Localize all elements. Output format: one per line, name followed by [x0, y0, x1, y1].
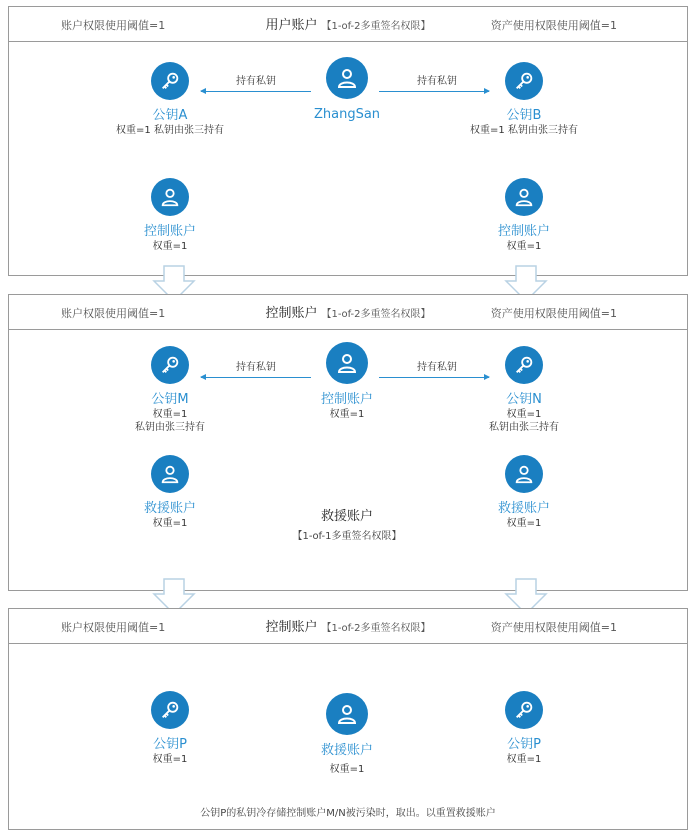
panel-title-text: 用户账户 — [265, 18, 318, 33]
public-key-b-desc: 权重=1 私钥由张三持有 — [470, 125, 578, 136]
panel-title-text: 控制账户 — [265, 620, 318, 635]
panel-header — [9, 7, 687, 42]
control-account-center-weight: 权重=1 — [329, 409, 365, 420]
user-icon — [326, 693, 368, 735]
account-threshold-note: 账户权限使用阈值=1 — [61, 621, 166, 634]
control-account-left-label: 控制账户 — [143, 224, 196, 239]
zhangsan-label: ZhangSan — [313, 107, 381, 122]
public-key-n-label: 公钥N — [506, 392, 542, 407]
control-account-left-weight: 权重=1 — [152, 241, 188, 252]
edge-label-left: 持有私钥 — [236, 362, 276, 373]
account-threshold-note: 账户权限使用阈值=1 — [61, 307, 166, 320]
control-account-panel — [8, 294, 688, 591]
rescue-account-left-node — [85, 455, 255, 530]
key-icon — [151, 62, 189, 100]
rescue-account-center-label: 救援账户 — [320, 743, 373, 758]
user-icon — [151, 178, 189, 216]
user-icon — [151, 455, 189, 493]
rescue-account-tag: 【1-of-1多重签名权限】 — [292, 531, 402, 542]
rescue-account-title: 救援账户 — [320, 509, 373, 524]
public-key-m-weight: 权重=1 — [152, 409, 188, 420]
public-key-p-left-weight: 权重=1 — [152, 754, 188, 765]
user-icon — [326, 342, 368, 384]
panel-title-tag: 【1-of-2多重签名权限】 — [321, 21, 431, 32]
control-account-right-node — [439, 178, 609, 253]
rescue-account-right-weight: 权重=1 — [506, 518, 542, 529]
public-key-m-holder: 私钥由张三持有 — [135, 422, 205, 433]
public-key-a-label: 公钥A — [152, 108, 188, 123]
control-account-right-label: 控制账户 — [497, 224, 550, 239]
public-key-m-node — [85, 346, 255, 434]
public-key-n-weight: 权重=1 — [506, 409, 542, 420]
key-icon — [505, 346, 543, 384]
cold-storage-panel — [8, 608, 688, 830]
control-account-left-node — [85, 178, 255, 253]
public-key-n-holder: 私钥由张三持有 — [489, 422, 559, 433]
public-key-p-right-weight: 权重=1 — [506, 754, 542, 765]
edge-label-right: 持有私钥 — [417, 76, 457, 87]
control-account-center-label: 控制账户 — [320, 392, 373, 407]
panel-header — [9, 609, 687, 644]
user-icon — [326, 57, 368, 99]
control-account-center-node — [262, 342, 432, 421]
rescue-account-center-node — [262, 693, 432, 776]
panel-header — [9, 295, 687, 330]
public-key-p-left-node — [85, 691, 255, 766]
rescue-account-center-weight: 权重=1 — [329, 764, 365, 775]
user-icon — [505, 178, 543, 216]
public-key-b-node — [439, 62, 609, 137]
rescue-account-left-weight: 权重=1 — [152, 518, 188, 529]
user-icon — [505, 455, 543, 493]
panel-title-tag: 【1-of-2多重签名权限】 — [321, 309, 431, 320]
panel-title-text: 控制账户 — [265, 306, 318, 321]
public-key-p-right-label: 公钥P — [507, 737, 541, 752]
asset-threshold-note: 资产使用权限使用阈值=1 — [490, 307, 617, 320]
public-key-b-label: 公钥B — [506, 108, 542, 123]
account-threshold-note: 账户权限使用阈值=1 — [61, 19, 166, 32]
public-key-p-right-node — [439, 691, 609, 766]
asset-threshold-note: 资产使用权限使用阈值=1 — [490, 621, 617, 634]
key-icon — [151, 346, 189, 384]
user-account-panel — [8, 6, 688, 276]
panel-title-tag: 【1-of-2多重签名权限】 — [321, 623, 431, 634]
rescue-account-right-label: 救援账户 — [497, 501, 550, 516]
control-account-right-weight: 权重=1 — [506, 241, 542, 252]
edge-label-left: 持有私钥 — [236, 76, 276, 87]
key-icon — [505, 62, 543, 100]
key-icon — [505, 691, 543, 729]
rescue-account-left-label: 救援账户 — [143, 501, 196, 516]
zhangsan-node — [262, 57, 432, 123]
public-key-m-label: 公钥M — [151, 392, 189, 407]
public-key-p-left-label: 公钥P — [153, 737, 187, 752]
public-key-a-node — [85, 62, 255, 137]
rescue-account-right-node — [439, 455, 609, 530]
cold-storage-footnote: 公钥P的私钥冷存储控制账户M/N被污染时，取出。以重置救援账户 — [200, 808, 496, 819]
public-key-a-desc: 权重=1 私钥由张三持有 — [116, 125, 224, 136]
key-icon — [151, 691, 189, 729]
public-key-n-node — [439, 346, 609, 434]
rescue-account-summary — [252, 505, 442, 542]
asset-threshold-note: 资产使用权限使用阈值=1 — [490, 19, 617, 32]
edge-label-right: 持有私钥 — [417, 362, 457, 373]
